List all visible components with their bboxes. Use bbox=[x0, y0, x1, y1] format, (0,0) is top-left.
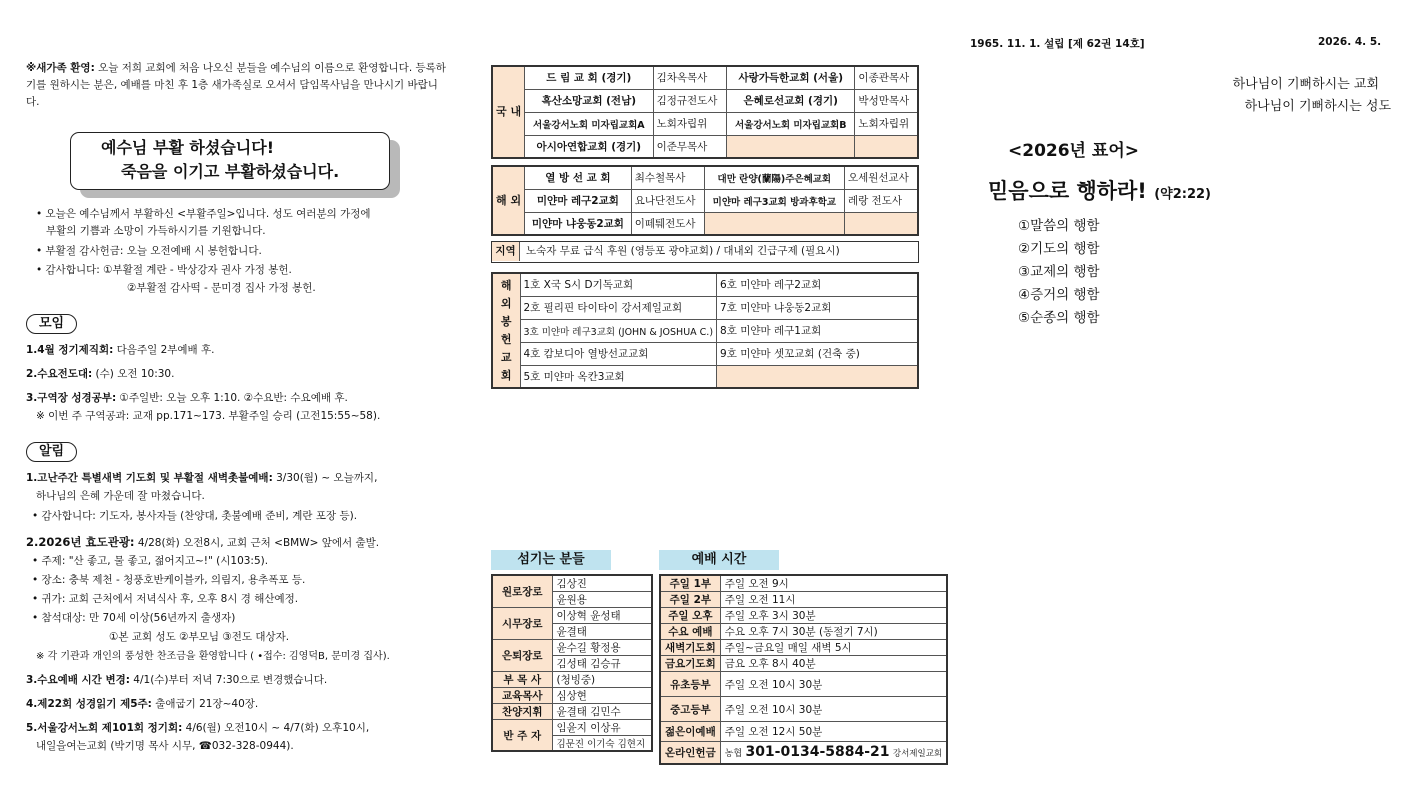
easter-note-text: 부활절 감사헌금: 오늘 오전예배 시 봉헌합니다. bbox=[45, 245, 262, 257]
pastor-cell: 이떼퉤전도사 bbox=[631, 212, 704, 235]
alim-line: ※ 각 기관과 개인의 풍성한 찬조금을 환영합니다 ( •접수: 김영덕B, 문미경 집사). bbox=[36, 651, 390, 662]
planted-cell: 4호 캄보디아 열방선교교회 bbox=[520, 342, 717, 365]
pastor-cell: 노회자립위 bbox=[653, 112, 727, 135]
alim-head: 3.수요예배 시간 변경: bbox=[26, 674, 130, 686]
empty-cell bbox=[704, 212, 844, 235]
pastor-cell: 김차옥목사 bbox=[653, 66, 727, 89]
pastor-cell: 최수철목사 bbox=[631, 166, 704, 189]
table-row bbox=[492, 319, 918, 342]
church-name: 대만 란양(蘭陽)주은혜교회 bbox=[717, 173, 832, 185]
yearly-item: ⑤순종의 행함 bbox=[1018, 310, 1100, 326]
welcome-lead: ※새가족 환영: bbox=[26, 62, 95, 74]
name-cell: 김성태 김승규 bbox=[552, 656, 652, 672]
table-row bbox=[492, 672, 652, 688]
service-time: 주일 오전 10시 30분 bbox=[720, 697, 947, 722]
table-row bbox=[492, 720, 652, 736]
moim-item-head: 2.수요전도대: bbox=[26, 368, 93, 380]
church-cell bbox=[727, 89, 855, 112]
alim-head: 5.서울강서노회 제101회 정기회: bbox=[26, 722, 183, 734]
issue-info: 1965. 11. 1. 설립 [제 62권 14호] bbox=[970, 38, 1145, 50]
resurrection-banner bbox=[70, 132, 390, 190]
alim-head: 1.고난주간 특별새벽 기도회 및 부활절 새벽촛불예배: bbox=[26, 472, 273, 484]
alim-line: • 주제: "산 좋고, 물 좋고, 젊어지고~!" (시103:5). bbox=[32, 555, 269, 567]
church-cell bbox=[525, 189, 632, 212]
planted-cell: 3호 미얀마 레구3교회 (JOHN & JOSHUA C.) bbox=[520, 319, 717, 342]
welcome-notice bbox=[26, 60, 451, 111]
easter-note-text: 오늘은 예수님께서 부활하신 <부활주일>입니다. 성도 여러분의 가정에 bbox=[45, 208, 371, 220]
empty-cell bbox=[844, 212, 918, 235]
alim-body: 3/30(월) ~ 오늘까지, bbox=[272, 472, 378, 484]
service-name: 주일 오후 bbox=[660, 608, 720, 624]
church-cell bbox=[704, 166, 844, 189]
overseas-missions-table bbox=[491, 165, 919, 236]
church-cell bbox=[727, 66, 855, 89]
role-cell: 찬양지휘 bbox=[492, 704, 552, 720]
planted-cell: 5호 미얀마 옥칸3교회 bbox=[520, 365, 717, 388]
region-support-row bbox=[491, 241, 919, 263]
moim-item-body: ①주일반: 오늘 오후 1:10. ②수요반: 수요예배 후. bbox=[116, 392, 348, 404]
moim-item-body: (수) 오전 10:30. bbox=[92, 368, 175, 380]
name-cell: 김문진 이기숙 김현지 bbox=[552, 736, 652, 752]
alim-item-5 bbox=[26, 720, 456, 737]
yearly-item: ③교제의 행함 bbox=[1018, 264, 1100, 280]
moim-item-head: 3.구역장 성경공부: bbox=[26, 392, 117, 404]
table-row bbox=[492, 365, 918, 388]
planted-cell: 7호 미얀마 냐웅동2교회 bbox=[717, 296, 918, 319]
alim-line: • 장소: 충북 제천 - 청풍호반케이블카, 의림지, 용추폭포 등. bbox=[32, 574, 306, 586]
banner-line-2: 죽음을 이기고 부활하셨습니다. bbox=[121, 162, 340, 181]
table-row bbox=[492, 212, 918, 235]
service-name: 주일 1부 bbox=[660, 575, 720, 592]
yearly-slogan bbox=[988, 175, 1211, 205]
alim-heading: 알림 bbox=[26, 442, 77, 462]
yearly-item: ④증거의 행함 bbox=[1018, 287, 1100, 303]
welcome-text: 오늘 저희 교회에 처음 나오신 분들을 예수님의 이름으로 환영합니다. 등록하기를 원하시는 분은, 예배를 마친 후 1층 새가족실로 오셔서 담임목사님을 만나시기 바랍니다. bbox=[26, 62, 446, 108]
easter-note: • 부활절 감사헌금: 오늘 오전예배 시 봉헌합니다. bbox=[36, 245, 262, 257]
moim-item bbox=[26, 390, 456, 407]
table-row bbox=[660, 722, 947, 742]
church-cell bbox=[525, 166, 632, 189]
role-cell: 반 주 자 bbox=[492, 720, 552, 752]
overseas-label: 해 외 bbox=[492, 166, 525, 235]
alim-head: 4.제22회 성경읽기 제5주: bbox=[26, 698, 152, 710]
name-cell: 심상현 bbox=[552, 688, 652, 704]
church-cell bbox=[525, 89, 653, 112]
table-row bbox=[660, 624, 947, 640]
slogan-text: 믿음으로 행하라! bbox=[988, 179, 1147, 203]
account-holder: 강서제일교회 bbox=[892, 749, 943, 760]
church-cell bbox=[727, 112, 855, 135]
service-name: 주일 2부 bbox=[660, 592, 720, 608]
empty-cell bbox=[855, 135, 918, 158]
church-cell bbox=[525, 135, 653, 158]
moim-item-body: 다음주일 2부예배 후. bbox=[113, 344, 215, 356]
easter-note: • 감사합니다: ①부활절 계란 - 박상강자 권사 가정 봉헌. bbox=[36, 264, 292, 276]
planted-cell: 9호 미얀마 셋꼬교회 (건축 중) bbox=[717, 342, 918, 365]
slogan-ref: (약2:22) bbox=[1154, 187, 1211, 202]
table-row bbox=[492, 688, 652, 704]
service-time: 수요 오후 7시 30분 (동절기 7시) bbox=[720, 624, 947, 640]
pastor-cell: 노회자립위 bbox=[855, 112, 918, 135]
alim-line: ①본 교회 성도 ②부모님 ③전도 대상자. bbox=[109, 631, 290, 643]
role-cell: 시무장로 bbox=[492, 608, 552, 640]
alim-body: 4/28(화) 오전8시, 교회 근처 <BMW> 앞에서 출발. bbox=[134, 537, 380, 549]
service-time: 주일 오전 12시 50분 bbox=[720, 722, 947, 742]
table-row bbox=[660, 697, 947, 722]
table-row bbox=[492, 189, 918, 212]
name-cell: 윤수길 황정용 bbox=[552, 640, 652, 656]
table-row bbox=[492, 342, 918, 365]
alim-line: • 감사합니다: 기도자, 봉사자들 (찬양대, 촛불예배 준비, 계란 포장 등). bbox=[32, 510, 358, 522]
name-cell: 윤원용 bbox=[552, 592, 652, 608]
table-row bbox=[660, 672, 947, 697]
church-name: 흑산소망교회 (전남) bbox=[541, 95, 637, 107]
role-cell: 교육목사 bbox=[492, 688, 552, 704]
service-name: 젊은이예배 bbox=[660, 722, 720, 742]
pastor-cell: 오세원선교사 bbox=[844, 166, 918, 189]
name-cell: 이상혁 윤성태 bbox=[552, 608, 652, 624]
church-cell bbox=[525, 112, 653, 135]
service-time: 금요 오후 8시 40분 bbox=[720, 656, 947, 672]
account-number: 301-0134-5884-21 bbox=[745, 744, 890, 761]
easter-note: 부활의 기쁨과 소망이 가득하시기를 기원합니다. bbox=[46, 225, 266, 237]
alim-line: • 귀가: 교회 근처에서 저녁식사 후, 오후 8시 경 해산예정. bbox=[32, 593, 299, 605]
table-row bbox=[660, 608, 947, 624]
alim-body: 출애굽기 21장~40장. bbox=[151, 698, 259, 710]
church-name: 서울강서노회 미자립교회A bbox=[533, 119, 645, 131]
region-tag: 지역 bbox=[492, 242, 520, 261]
name-cell: 윤결태 김민수 bbox=[552, 704, 652, 720]
table-row bbox=[492, 704, 652, 720]
service-time: 주일 오전 11시 bbox=[720, 592, 947, 608]
table-row bbox=[492, 575, 652, 592]
planted-cell: 1호 X국 S시 D기독교회 bbox=[520, 273, 717, 296]
service-time: 주일 오전 9시 bbox=[720, 575, 947, 592]
moim-item bbox=[26, 342, 456, 359]
church-cell bbox=[525, 212, 632, 235]
region-text: 노숙자 무료 급식 후원 (영등포 광야교회) / 대내외 긴급구제 (필요시) bbox=[526, 245, 840, 257]
pastor-cell: 박성만목사 bbox=[855, 89, 918, 112]
table-row bbox=[492, 640, 652, 656]
church-name: 미얀마 레구2교회 bbox=[536, 195, 619, 207]
alim-line: 하나님의 은혜 가운데 잘 마쳤습니다. bbox=[36, 490, 205, 502]
role-cell: 원로장로 bbox=[492, 575, 552, 608]
table-row bbox=[492, 608, 652, 624]
easter-note-text: 감사합니다: ①부활절 계란 - 박상강자 권사 가정 봉헌. bbox=[45, 264, 292, 276]
pastor-cell: 레랑 전도사 bbox=[844, 189, 918, 212]
role-cell: 부 목 사 bbox=[492, 672, 552, 688]
servants-heading: 섬기는 분들 bbox=[491, 550, 611, 570]
table-row bbox=[492, 112, 918, 135]
church-name: 미얀마 냐웅동2교회 bbox=[531, 217, 624, 230]
alim-head: 2.2026년 효도관광: bbox=[26, 535, 135, 549]
alim-item-1 bbox=[26, 470, 456, 487]
pastor-cell: 이종관목사 bbox=[855, 66, 918, 89]
service-time: 주일 오후 3시 30분 bbox=[720, 608, 947, 624]
table-row bbox=[660, 575, 947, 592]
alim-body: 4/1(수)부터 저녁 7:30으로 변경했습니다. bbox=[129, 674, 328, 686]
table-row bbox=[492, 135, 918, 158]
yearly-item: ①말씀의 행함 bbox=[1018, 218, 1100, 234]
domestic-missions-table bbox=[491, 65, 919, 159]
planted-churches-table bbox=[491, 272, 919, 389]
yearly-title: <2026년 표어> bbox=[1008, 141, 1139, 161]
pastor-cell: 김정규전도사 bbox=[653, 89, 727, 112]
servants-table bbox=[491, 574, 653, 752]
service-time: 주일 오전 10시 30분 bbox=[720, 672, 947, 697]
alim-body: 4/6(월) 오전10시 ~ 4/7(화) 오후10시, bbox=[182, 722, 370, 734]
church-name: 아시아연합교회 (경기) bbox=[536, 140, 642, 153]
moim-item bbox=[26, 366, 456, 383]
church-name: 사랑가득한교회 (서울) bbox=[738, 72, 844, 85]
moim-heading: 모임 bbox=[26, 314, 77, 334]
church-cell bbox=[704, 189, 844, 212]
empty-cell bbox=[727, 135, 855, 158]
planted-cell: 2호 필리핀 타이타이 강서제일교회 bbox=[520, 296, 717, 319]
motto-line-1: 하나님이 기뻐하시는 교회 bbox=[1232, 77, 1379, 92]
pastor-cell: 요나단전도사 bbox=[631, 189, 704, 212]
church-name: 서울강서노회 미자립교회B bbox=[734, 119, 847, 131]
planted-cell: 6호 미얀마 레구2교회 bbox=[717, 273, 918, 296]
alim-line: • 참석대상: 만 70세 이상(56년까지 출생자) bbox=[32, 612, 236, 624]
bank-name: 농협 bbox=[724, 749, 743, 760]
online-offering-label: 온라인헌금 bbox=[660, 742, 720, 764]
service-time: 주일~금요일 매일 새벽 5시 bbox=[720, 640, 947, 656]
pastor-cell: 이준무목사 bbox=[653, 135, 727, 158]
service-name: 유초등부 bbox=[660, 672, 720, 697]
issue-date: 2026. 4. 5. bbox=[1318, 36, 1382, 48]
domestic-label: 국 내 bbox=[492, 66, 525, 158]
worship-table bbox=[659, 574, 948, 765]
church-cell bbox=[525, 66, 653, 89]
empty-cell bbox=[717, 365, 918, 388]
alim-line: 내일을여는교회 (박기명 목사 시무, ☎032-328-0944). bbox=[36, 740, 294, 752]
moim-note: ※ 이번 주 구역공과: 교재 pp.171~173. 부활주일 승리 (고전15:55~58). bbox=[36, 410, 381, 422]
name-cell: 김상진 bbox=[552, 575, 652, 592]
name-cell: 윤결태 bbox=[552, 624, 652, 640]
table-row bbox=[492, 166, 918, 189]
role-cell: 은퇴장로 bbox=[492, 640, 552, 672]
yearly-item: ②기도의 행함 bbox=[1018, 241, 1100, 257]
name-cell: 임윤지 이상유 bbox=[552, 720, 652, 736]
name-cell: (청빙중) bbox=[552, 672, 652, 688]
table-row bbox=[492, 296, 918, 319]
church-name: 은혜로선교회 (경기) bbox=[743, 95, 838, 107]
church-name: 열 방 선 교 회 bbox=[545, 172, 611, 185]
table-row bbox=[492, 89, 918, 112]
alim-item-2 bbox=[26, 534, 456, 552]
alim-item-3 bbox=[26, 672, 456, 689]
planted-cell: 8호 미얀마 레구1교회 bbox=[717, 319, 918, 342]
church-name: 미얀마 레구3교회 방과후학교 bbox=[712, 196, 836, 208]
table-row bbox=[660, 592, 947, 608]
alim-item-4 bbox=[26, 696, 456, 713]
easter-note: • 오늘은 예수님께서 부활하신 <부활주일>입니다. 성도 여러분의 가정에 bbox=[36, 208, 371, 220]
table-row bbox=[492, 66, 918, 89]
church-name: 드 림 교 회 (경기) bbox=[546, 72, 632, 85]
easter-note: ②부활절 감사떡 - 문미경 집사 가정 봉헌. bbox=[127, 282, 316, 294]
online-offering-info bbox=[720, 742, 947, 764]
motto-line-2: 하나님이 기뻐하시는 성도 bbox=[1244, 99, 1391, 114]
banner-line-1: 예수님 부활 하셨습니다! bbox=[101, 138, 274, 157]
table-row bbox=[492, 273, 918, 296]
table-row bbox=[660, 742, 947, 764]
service-name: 새벽기도회 bbox=[660, 640, 720, 656]
service-name: 금요기도회 bbox=[660, 656, 720, 672]
service-name: 수요 예배 bbox=[660, 624, 720, 640]
moim-item-head: 1.4월 정기제직회: bbox=[26, 344, 114, 356]
table-row bbox=[660, 656, 947, 672]
table-row bbox=[660, 640, 947, 656]
planted-label: 해 외 봉 헌 교 회 bbox=[492, 273, 520, 388]
worship-heading: 예배 시간 bbox=[659, 550, 779, 570]
service-name: 중고등부 bbox=[660, 697, 720, 722]
